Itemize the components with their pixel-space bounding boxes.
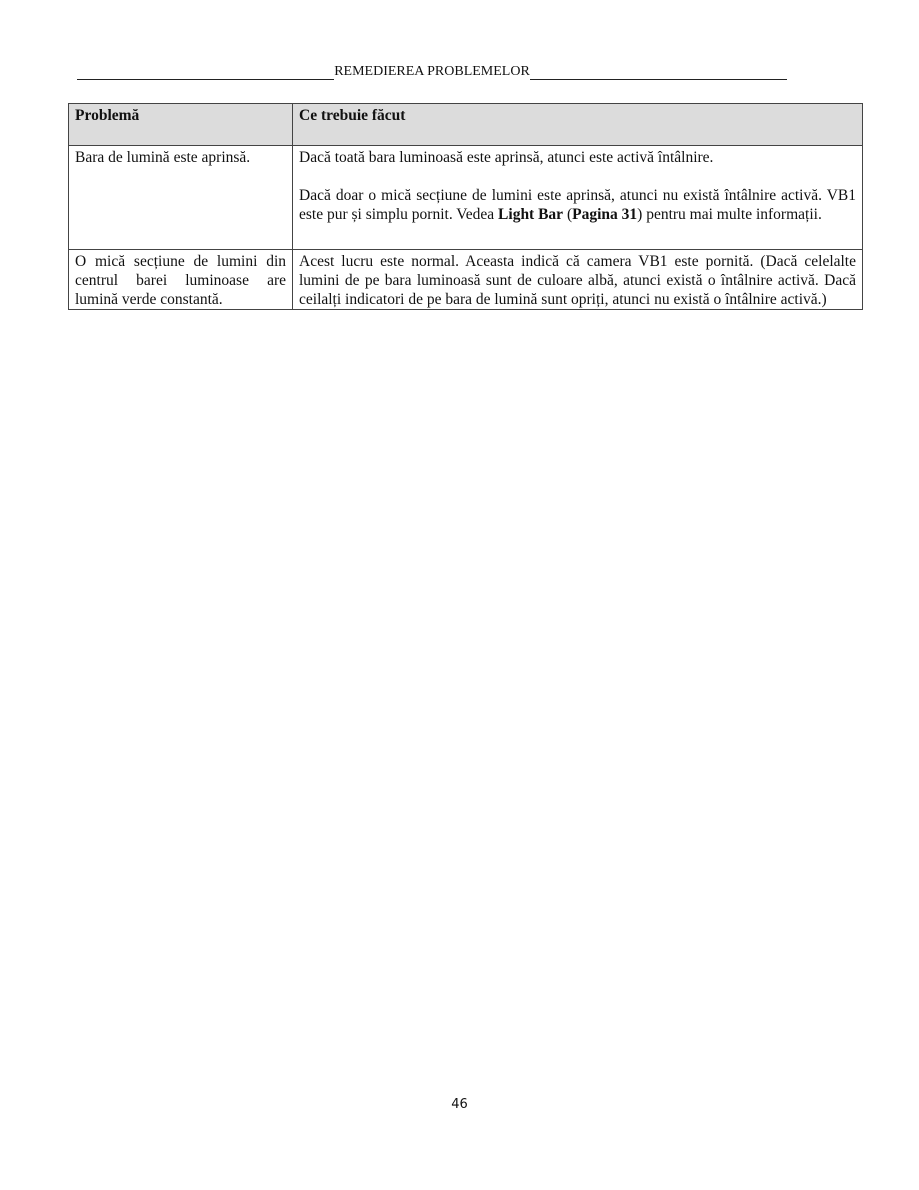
troubleshooting-table: [68, 103, 863, 310]
problem-cell: O mică secțiune de lumini din centrul barei luminoase are lumină verde constantă.: [69, 250, 293, 310]
column-header-solution: Ce trebuie făcut: [293, 104, 863, 146]
solution-paragraph: Dacă toată bara luminoasă este aprinsă, atunci este activă întâlnire.: [299, 149, 714, 166]
problem-cell: Bara de lumină este aprinsă.: [69, 146, 293, 250]
page-number: 46: [451, 1097, 468, 1112]
solution-cell: [293, 146, 863, 250]
page-reference: Pagina 31: [572, 206, 638, 223]
table-row: [69, 250, 863, 310]
header-rule-right: [530, 65, 787, 80]
text: (: [563, 206, 573, 223]
column-header-problem: Problemă: [69, 104, 293, 146]
header-title: REMEDIEREA PROBLEMELOR: [334, 64, 530, 79]
text: Dacă doar o mică secțiune de lumini este aprinsă, atunci nu există întâlnire activă. VB1 este pur și simplu pornit. Vedea: [299, 187, 856, 223]
table-header-row: [69, 104, 863, 146]
solution-paragraph: [299, 186, 856, 224]
link-light-bar: Light Bar: [498, 206, 564, 223]
running-header: [77, 64, 787, 80]
header-rule-left: [77, 65, 334, 80]
text: ) pentru mai multe informații.: [637, 206, 822, 223]
table-row: [69, 146, 863, 250]
solution-cell: Acest lucru este normal. Aceasta indică că camera VB1 este pornită. (Dacă celelalte lumini de pe bara luminoasă sunt de culoare albă, atunci există o întâlnire activă. Dacă ceilalți indicatori de pe bara de lumină sunt opriți, atunci nu există o întâlnire activă.): [293, 250, 863, 310]
